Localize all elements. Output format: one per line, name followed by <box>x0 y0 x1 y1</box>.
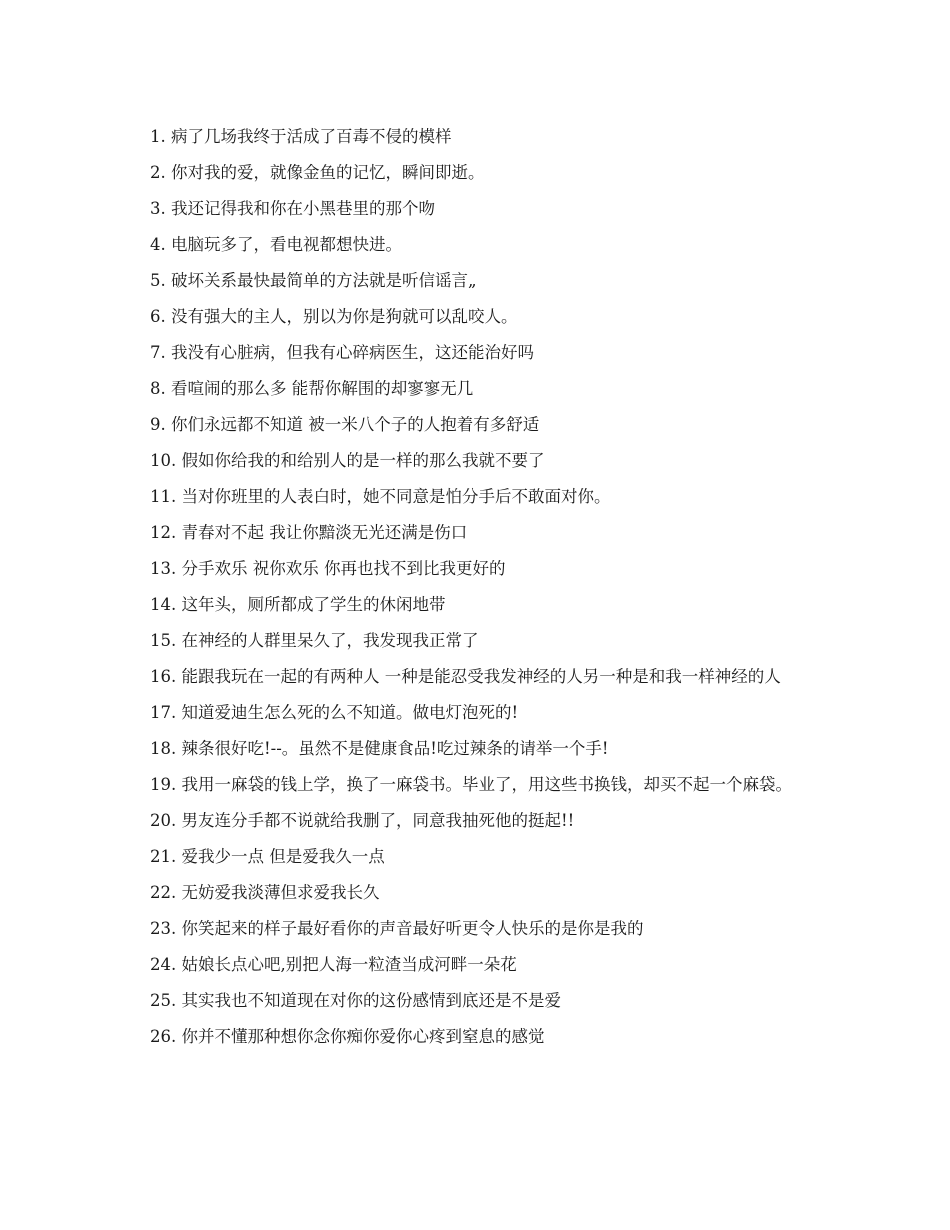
list-item: 10. 假如你给我的和给别人的是一样的那么我就不要了 <box>150 451 545 470</box>
list-item: 2. 你对我的爱，就像金鱼的记忆，瞬间即逝。 <box>150 163 485 182</box>
list-item: 21. 爱我少一点 但是爱我久一点 <box>150 847 385 866</box>
list-item: 4. 电脑玩多了，看电视都想快进。 <box>150 235 402 254</box>
list-item: 20. 男友连分手都不说就给我删了，同意我抽死他的挺起!! <box>150 811 575 830</box>
list-item: 1. 病了几场我终于活成了百毒不侵的模样 <box>150 127 452 146</box>
list-item: 5. 破坏关系最快最简单的方法就是听信谣言„ <box>150 271 477 290</box>
list-item: 22. 无妨爱我淡薄但求爱我长久 <box>150 883 380 902</box>
list-item: 6. 没有强大的主人，别以为你是狗就可以乱咬人。 <box>150 307 518 326</box>
list-item: 23. 你笑起来的样子最好看你的声音最好听更令人快乐的是你是我的 <box>150 919 644 938</box>
list-item: 19. 我用一麻袋的钱上学，换了一麻袋书。毕业了，用这些书换钱，却买不起一个麻袋。 <box>150 775 792 794</box>
list-item: 3. 我还记得我和你在小黑巷里的那个吻 <box>150 199 435 218</box>
list-item: 16. 能跟我玩在一起的有两种人 一种是能忍受我发神经的人另一种是和我一样神经的人 <box>150 667 781 686</box>
list-item: 26. 你并不懂那种想你念你痴你爱你心疼到窒息的感觉 <box>150 1027 545 1046</box>
list-item: 11. 当对你班里的人表白时，她不同意是怕分手后不敢面对你。 <box>150 487 611 506</box>
list-item: 14. 这年头，厕所都成了学生的休闲地带 <box>150 595 446 614</box>
list-item: 24. 姑娘长点心吧,别把人海一粒渣当成河畔一朵花 <box>150 955 517 974</box>
list-item: 25. 其实我也不知道现在对你的这份感情到底还是不是爱 <box>150 991 561 1010</box>
list-item: 17. 知道爱迪生怎么死的么不知道。做电灯泡死的! <box>150 703 519 722</box>
list-item: 9. 你们永远都不知道 被一米八个子的人抱着有多舒适 <box>150 415 540 434</box>
list-item: 8. 看喧闹的那么多 能帮你解围的却寥寥无几 <box>150 379 474 398</box>
list-item: 18. 辣条很好吃!--。虽然不是健康食品!吃过辣条的请举一个手! <box>150 739 609 758</box>
list-item: 12. 青春对不起 我让你黯淡无光还满是伤口 <box>150 523 468 542</box>
list-item: 13. 分手欢乐 祝你欢乐 你再也找不到比我更好的 <box>150 559 506 578</box>
list-item: 7. 我没有心脏病，但我有心碎病医生，这还能治好吗 <box>150 343 534 362</box>
list-item: 15. 在神经的人群里呆久了，我发现我正常了 <box>150 631 479 650</box>
quote-list <box>114 122 836 1058</box>
